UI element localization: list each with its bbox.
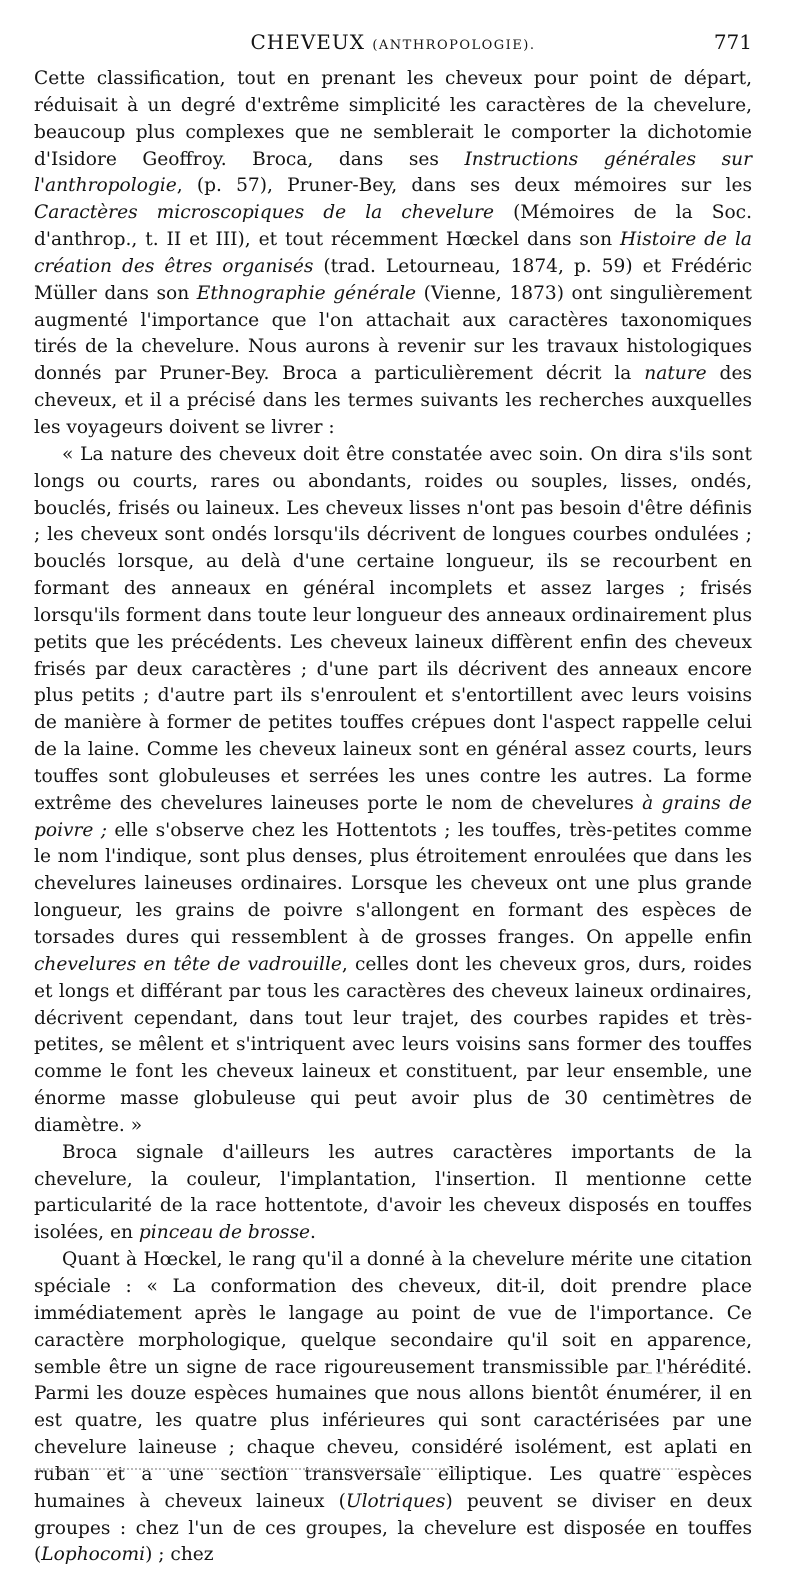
text-run: (trad. Letourneau, 1874, p. 59) et Frédéric Müller dans son [34, 255, 752, 304]
running-title [34, 30, 752, 54]
text-run: « La nature des cheveux doit être constatée avec soin. On dira s'ils sont longs ou courts, rares ou abondants, roides ou souples, lisses, ondés, bouclés, frisés ou laineux. Les cheveux lisses n'ont pas besoin d'être définis ; les cheveux sont ondés lorsqu'ils décrivent de longues courbes ondulées ; bouclés lorsque, au delà d'une certaine longueur, ils se recourbent en formant des anneaux en général incomplets et assez larges ; frisés lorsqu'ils forment dans toute leur longueur des anneaux ordinairement plus petits que les précédents. Les cheveux laineux diffèrent enfin des cheveux frisés par deux caractères ; d'une part ils décrivent des anneaux encore plus petits ; d'autre part ils s'enroulent et s'entortillent avec leurs voisins de manière à former de petites touffes crépues dont l'aspect rappelle celui de la laine. Comme les cheveux laineux sont en général assez courts, leurs touffes sont globuleuses et serrées les unes contre les autres. La forme extrême des chevelures laineuses porte le nom de chevelures [34, 443, 752, 814]
print-artifact-dash [625, 1372, 673, 1374]
text-run: ) ; chez [145, 1544, 214, 1566]
text-run: des cheveux, et il a précisé dans les termes suivants les recherches auxquelles les voyageurs doivent se livrer : [34, 363, 753, 438]
body-text [34, 66, 752, 1569]
text-run: elle s'observe chez les Hottentots ; les touffes, très-petites comme le nom l'indique, sont plus denses, plus étroitement enroulées que dans les chevelures laineuses ordinaires. Lorsque les cheveux ont une plus grande longueur, les grains de poivre s'allongent en formant des espèces de torsades dures qui ressemblent à de grosses franges. On appelle enfin [34, 819, 752, 948]
italic-title-histoire: Histoire de la création des êtres organisés [34, 229, 752, 277]
text-run: (Mémoires de la Soc. d'anthrop., t. II et III), et tout récemment Hœckel dans son [34, 202, 752, 251]
italic-term-lophocomi: Lophocomi [41, 1544, 146, 1566]
italic-word-nature: nature [644, 363, 707, 385]
italic-term-grains-de-poivre: à grains de poivre ; [34, 792, 752, 841]
running-header [34, 30, 752, 60]
running-title-main: CHEVEUX [250, 30, 365, 54]
bleed-through-marks [640, 1468, 680, 1470]
italic-term-ulotriques: Ulotriques [345, 1490, 446, 1512]
text-run: . [310, 1222, 316, 1244]
italic-title-caracteres: Caractères microscopiques de la chevelure [34, 202, 495, 224]
text-run: , celles dont les cheveux gros, durs, roides et longs et différant par tous les caractères des cheveux laineux ordinaires, décrivent cependant, dans tout leur trajet, des courbes rapides et très-petites, se mêlent et s'intriquent avec leurs voisins sans former des touffes comme le font les cheveux laineux et constituent, par leur ensemble, une énorme masse globuleuse qui peut avoir plus de 30 centimètres de diamètre. » [34, 953, 752, 1136]
text-run: Quant à Hœckel, le rang qu'il a donné à la chevelure mérite une citation spéciale : « La conformation des cheveux, dit-il, doit prendre place immédiatement après le langage au point de vue de l'importance. Ce caractère morphologique, quelque secondaire qu'il soit en apparence, semble être un signe de race rigoureusement transmissible par l'hérédité. Parmi les douze espèces humaines que nous allons bientôt énumérer, il en est quatre, les quatre plus inférieures qui sont caractérisées par une chevelure laineuse ; chaque cheveu, considéré isolément, est aplati en ruban et a une section transversale elliptique. Les quatre espèces humaines à cheveux laineux ( [34, 1249, 752, 1512]
page-number: 771 [713, 30, 752, 54]
running-title-sub: (ANTHROPOLOGIE). [372, 38, 536, 53]
text-run: Cette classification, tout en prenant les cheveux pour point de départ, réduisait à un degré d'extrême simplicité les caractères de la chevelure, beaucoup plus complexes que ne semblerait le comporter la dichotomie d'Isidore Geoffroy. Broca, dans ses [34, 68, 752, 170]
bleed-through-line [36, 1468, 456, 1470]
paragraph-4 [34, 1247, 752, 1569]
italic-title-ethnographie: Ethnographie générale [196, 282, 417, 304]
paragraph-2-quotation [34, 442, 752, 1140]
italic-term-pinceau-de-brosse: pinceau de brosse [138, 1222, 310, 1244]
paragraph-1 [34, 66, 752, 442]
text-run: ) peuvent se diviser en deux groupes : chez l'un de ces groupes, la chevelure est disposée en touffes ( [34, 1490, 752, 1566]
text-run: (Vienne, 1873) ont singulièrement augmenté l'importance que l'on attachait aux caractères taxonomiques tirés de la chevelure. Nous aurons à revenir sur les travaux histologiques donnés par Pruner-Bey. Broca a particulièrement décrit la [34, 282, 752, 385]
paragraph-3 [34, 1140, 752, 1247]
text-run: , (p. 57), Pruner-Bey, dans ses deux mémoires sur les [176, 175, 752, 197]
italic-title-instructions: Instructions générales sur l'anthropologie [34, 148, 752, 197]
text-run: Broca signale d'ailleurs les autres caractères importants de la chevelure, la couleur, l'implantation, l'insertion. Il mentionne cette particularité de la race hottentote, d'avoir les cheveux disposés en touffes isolées, en [34, 1141, 752, 1244]
italic-term-tete-de-vadrouille: chevelures en tête de vadrouille [34, 953, 342, 975]
